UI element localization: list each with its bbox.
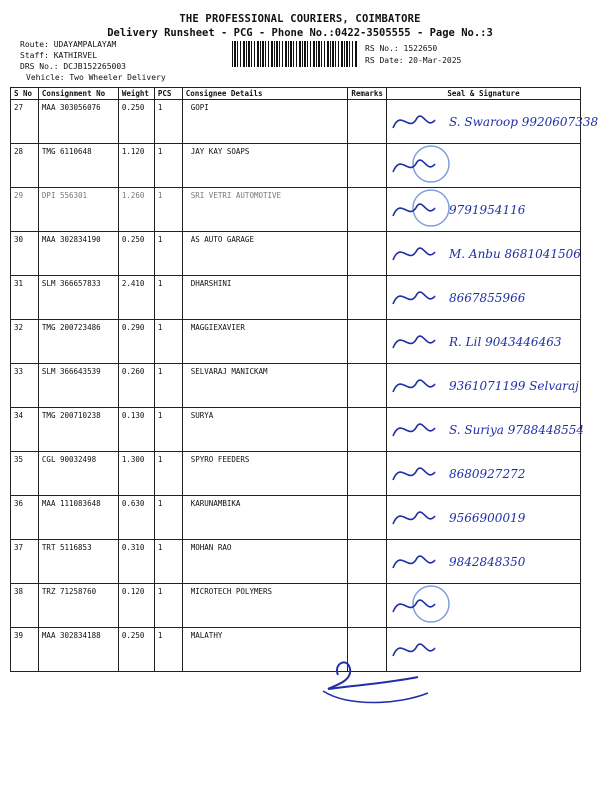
barcode (232, 41, 358, 67)
table-row (11, 628, 581, 672)
col-remarks: Remarks (348, 88, 387, 100)
cell-signature (386, 452, 580, 496)
cell-pcs: 1 (154, 364, 182, 408)
cell-signature (386, 276, 580, 320)
cell-consignee: DHARSHINI (182, 276, 348, 320)
handwritten-signature (387, 232, 582, 273)
route-label: Route: UDAYAMPALAYAM (20, 40, 117, 49)
table-row (11, 496, 581, 540)
cell-sno: 31 (11, 276, 39, 320)
cell-consignee: MAGGIEXAVIER (182, 320, 348, 364)
table-row (11, 364, 581, 408)
cell-remarks (348, 496, 387, 540)
cell-consignee: SPYRO FEEDERS (182, 452, 348, 496)
cell-sno: 28 (11, 144, 39, 188)
table-row (11, 188, 581, 232)
handwritten-text: 8667855966 (448, 291, 526, 305)
cell-weight: 0.130 (118, 408, 154, 452)
handwritten-text: R. Lil 9043446463 (448, 335, 562, 349)
cell-consignee: MICROTECH POLYMERS (182, 584, 348, 628)
cell-consignment-no: CGL 90032498 (38, 452, 118, 496)
cell-consignee: SRI VETRI AUTOMOTIVE (182, 188, 348, 232)
table-row (11, 144, 581, 188)
cell-weight: 0.250 (118, 100, 154, 144)
cell-weight: 0.250 (118, 628, 154, 672)
cell-signature (386, 188, 580, 232)
cell-pcs: 1 (154, 232, 182, 276)
cell-pcs: 1 (154, 496, 182, 540)
handwritten-text: M. Anbu 8681041506 (448, 247, 581, 261)
cell-sno: 27 (11, 100, 39, 144)
cell-remarks (348, 540, 387, 584)
cell-remarks (348, 364, 387, 408)
cell-pcs: 1 (154, 452, 182, 496)
rs-number: RS No.: 1522650 (365, 44, 438, 53)
staff-label: Staff: KATHIRVEL (20, 51, 98, 60)
cell-weight: 0.260 (118, 364, 154, 408)
cell-signature (386, 540, 580, 584)
handwritten-text: 9361071199 Selvaraj (448, 379, 579, 393)
col-consignment: Consignment No (38, 88, 118, 100)
cell-consignment-no: TMG 200710238 (38, 408, 118, 452)
cell-pcs: 1 (154, 540, 182, 584)
table-row (11, 276, 581, 320)
cell-sno: 39 (11, 628, 39, 672)
cell-signature (386, 408, 584, 452)
cell-remarks (348, 276, 387, 320)
table-header-row (11, 88, 581, 100)
table-row (11, 232, 581, 276)
cell-sno: 36 (11, 496, 39, 540)
cell-remarks (348, 452, 387, 496)
cell-consignment-no: SLM 366643539 (38, 364, 118, 408)
cell-consignment-no: TMG 200723486 (38, 320, 118, 364)
cell-consignee: JAY KAY SOAPS (182, 144, 348, 188)
cell-consignee: AS AUTO GARAGE (182, 232, 348, 276)
cell-consignment-no: SLM 366657833 (38, 276, 118, 320)
cell-signature (386, 320, 580, 364)
handwritten-signature (387, 100, 599, 141)
cell-weight: 0.120 (118, 584, 154, 628)
cell-remarks (348, 100, 387, 144)
col-weight: Weight (118, 88, 154, 100)
signature-stroke (393, 556, 435, 568)
cell-consignment-no: DPI 556301 (38, 188, 118, 232)
cell-consignee: SURYA (182, 408, 348, 452)
table-row (11, 584, 581, 628)
cell-consignment-no: MAA 303056076 (38, 100, 118, 144)
cell-signature (386, 144, 580, 188)
signature-stroke (393, 468, 435, 480)
cell-remarks (348, 584, 387, 628)
handwritten-signature (387, 408, 582, 449)
cell-signature (386, 232, 580, 276)
cell-sno: 35 (11, 452, 39, 496)
cell-consignee: MOHAN RAO (182, 540, 348, 584)
cell-weight: 0.630 (118, 496, 154, 540)
cell-remarks (348, 232, 387, 276)
cell-consignment-no: TMG 6110648 (38, 144, 118, 188)
handwritten-text: 9791954116 (448, 203, 526, 217)
handwritten-text: S. Swaroop 9920607338 (448, 115, 599, 129)
table-row (11, 540, 581, 584)
cell-sno: 33 (11, 364, 39, 408)
cell-consignee: KARUNAMBIKA (182, 496, 348, 540)
cell-remarks (348, 188, 387, 232)
signature-stroke (393, 116, 435, 128)
cell-sno: 38 (11, 584, 39, 628)
col-sno: S No (11, 88, 39, 100)
handwritten-signature (387, 496, 582, 537)
signature-stroke (393, 336, 435, 348)
cell-pcs: 1 (154, 144, 182, 188)
cell-consignment-no: TRT 5116853 (38, 540, 118, 584)
cell-pcs: 1 (154, 320, 182, 364)
cell-consignee: GOPI (182, 100, 348, 144)
handwritten-text: S. Suriya 9788448554 (448, 423, 584, 437)
signature-stroke (393, 600, 435, 612)
company-seal-stamp (413, 586, 449, 622)
cell-signature (386, 100, 599, 144)
handwritten-signature (387, 452, 582, 493)
company-seal-stamp (413, 146, 449, 182)
runsheet-subtitle: Delivery Runsheet - PCG - Phone No.:0422-3505555 - Page No.:3 (107, 27, 493, 39)
handwritten-text: 9842848350 (448, 555, 526, 569)
company-title: THE PROFESSIONAL COURIERS, COIMBATORE (179, 13, 421, 25)
signature-stroke (393, 160, 435, 172)
col-pcs: PCS (154, 88, 182, 100)
cell-consignee: MALATHY (182, 628, 348, 672)
handwritten-text: 9566900019 (448, 511, 526, 525)
rs-date: RS Date: 20-Mar-2025 (365, 56, 462, 65)
cell-sno: 32 (11, 320, 39, 364)
cell-pcs: 1 (154, 628, 182, 672)
cell-consignee: SELVARAJ MANICKAM (182, 364, 348, 408)
handwritten-signature (387, 276, 582, 317)
cell-weight: 0.290 (118, 320, 154, 364)
signature-stroke (393, 292, 435, 304)
signature-stroke (393, 204, 435, 216)
table-row (11, 320, 581, 364)
cell-sno: 29 (11, 188, 39, 232)
cell-signature (386, 364, 580, 408)
cell-remarks (348, 320, 387, 364)
table-row (11, 452, 581, 496)
cell-pcs: 1 (154, 584, 182, 628)
handwritten-signature (387, 584, 582, 625)
cell-sno: 37 (11, 540, 39, 584)
cell-consignment-no: TRZ 71258760 (38, 584, 118, 628)
cell-sno: 34 (11, 408, 39, 452)
cell-signature (386, 496, 580, 540)
table-row (11, 408, 581, 452)
cell-weight: 1.260 (118, 188, 154, 232)
cell-pcs: 1 (154, 276, 182, 320)
signature-stroke (393, 512, 435, 524)
cell-weight: 1.300 (118, 452, 154, 496)
cell-pcs: 1 (154, 408, 182, 452)
cell-consignment-no: MAA 302834188 (38, 628, 118, 672)
cell-remarks (348, 144, 387, 188)
handwritten-text: 8680927272 (448, 467, 526, 481)
drs-number: DRS No.: DCJB152265003 (20, 62, 126, 71)
cell-weight: 1.120 (118, 144, 154, 188)
handwritten-signature (387, 320, 582, 361)
cell-sno: 30 (11, 232, 39, 276)
col-consignee: Consignee Details (182, 88, 348, 100)
signature-stroke (393, 380, 435, 392)
handwritten-signature (387, 144, 582, 185)
cell-weight: 0.250 (118, 232, 154, 276)
cell-signature (386, 584, 580, 628)
cell-consignment-no: MAA 111083648 (38, 496, 118, 540)
handwritten-signature (387, 364, 582, 405)
handwritten-signature (387, 188, 582, 229)
company-seal-stamp (413, 190, 449, 226)
delivery-staff-signature (318, 655, 438, 715)
runsheet-table (10, 87, 599, 672)
cell-remarks (348, 408, 387, 452)
handwritten-signature (387, 540, 582, 581)
cell-pcs: 1 (154, 188, 182, 232)
cell-weight: 2.410 (118, 276, 154, 320)
table-row (11, 100, 581, 144)
signature-stroke (393, 424, 435, 436)
vehicle-label: Vehicle: Two Wheeler Delivery (26, 73, 166, 82)
col-signature: Seal & Signature (386, 88, 580, 100)
cell-pcs: 1 (154, 100, 182, 144)
cell-weight: 0.310 (118, 540, 154, 584)
cell-consignment-no: MAA 302834190 (38, 232, 118, 276)
signature-stroke (393, 248, 435, 260)
